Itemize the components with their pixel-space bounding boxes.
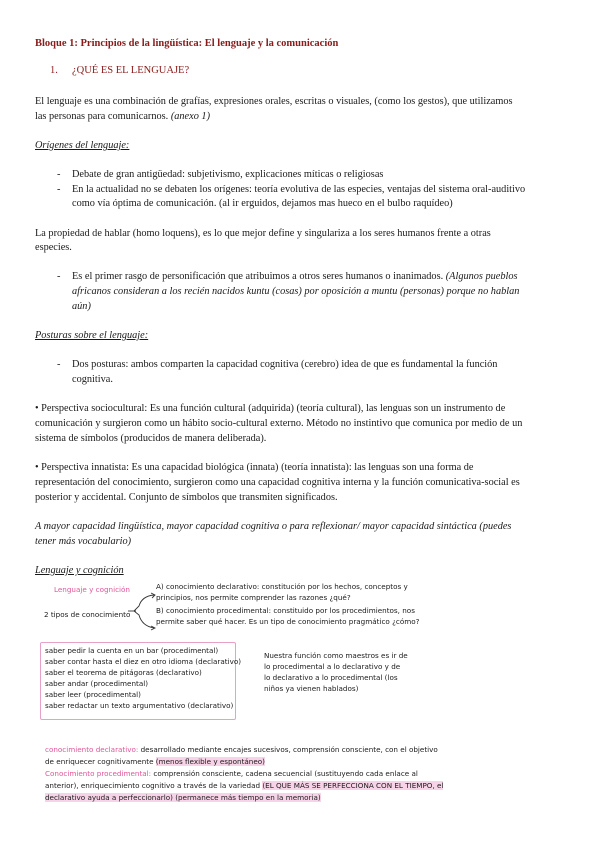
innatist-line-1: • Perspectiva innatista: Es una capacidad biológica (innata) (teoría innatista): las lenguas son una forma de [35, 462, 474, 473]
postures-heading: Posturas sobre el lenguaje: [35, 330, 149, 341]
declarative-def-line-2: principios, nos permite comprender las razones ¿qué? [156, 593, 351, 602]
capacity-note-line-2: tener más vocabulario) [35, 536, 132, 547]
cognition-heading: Lenguaje y cognición [35, 565, 124, 576]
procedural-summary-line-1: Conocimiento procedimental: comprensión consciente, cadena secuencial (sustituyendo cada enlace al [45, 769, 418, 778]
handwritten-types-label: 2 tipos de conocimiento [44, 610, 131, 619]
list-item-continuation: cognitiva. [72, 374, 113, 385]
list-item-continuation: como vía óptima de comunicación. (al ir erguidos, dejamos mas hueco en el bulbo raquídeo) [72, 198, 453, 209]
example-item: saber redactar un texto argumentativo (declarativo) [45, 701, 234, 710]
procedural-def-line-2: permite saber qué hacer. Es un tipo de conocimiento pragmático ¿cómo? [156, 617, 420, 626]
origins-heading: Orígenes del lenguaje: [35, 140, 130, 151]
sociocultural-line-2: comunicación y surgieron como un hábito socio-cultural externo. Método no instintivo que comunica por medio de un [35, 418, 523, 429]
list-item-continuation: africanos consideran a los recién nacidos kuntu (cosas) por oposición a muntu (personas) porque no hablan [72, 286, 520, 297]
innatist-line-3: posterior y accidental. Conjunto de símbolos que transmiten significados. [35, 492, 338, 503]
intro-line-1: El lenguaje es una combinación de grafías, expresiones orales, escritas o visuales, (como los gestos), que utilizamos [35, 96, 513, 107]
example-item: saber pedir la cuenta en un bar (procedimental) [45, 646, 219, 655]
sociocultural-line-1: • Perspectiva sociocultural: Es una función cultural (adquirida) (teoría cultural), las lenguas son un instrumento de [35, 403, 506, 414]
example-item: saber andar (procedimental) [45, 679, 149, 688]
declarative-summary-line-2: de enriquecer cognitivamente (menos flexible y espontáneo) [45, 757, 265, 766]
declarative-summary-line-1: conocimiento declarativo: desarrollado mediante encajes sucesivos, comprensión consciente, con el objetivo [45, 745, 438, 754]
handwritten-label-top: Lenguaje y cognición [54, 585, 130, 594]
declarative-def-line-1: A) conocimiento declarativo: constitución por los hechos, conceptos y [156, 582, 408, 591]
teacher-note-line: lo declarativo a lo procedimental (los [264, 673, 398, 682]
section-number: 1. [50, 65, 58, 76]
teacher-note-line: Nuestra función como maestros es ir de [264, 651, 408, 660]
capacity-note-line-1: A mayor capacidad lingüística, mayor capacidad cognitiva o para reflexionar/ mayor capacidad sintáctica (puedes [35, 521, 512, 532]
section-title: ¿QUÉ ES EL LENGUAJE? [72, 65, 190, 76]
example-item: saber leer (procedimental) [45, 690, 141, 699]
property-line-1: La propiedad de hablar (homo loquens), es lo que mejor define y singulariza a los seres humanos frente a otras [35, 228, 491, 239]
block-title: Bloque 1: Principios de la lingüística: El lenguaje y la comunicación [35, 38, 339, 49]
example-item: saber el teorema de pitágoras (declarativo) [45, 668, 202, 677]
procedural-def-line-1: B) conocimiento procedimental: constituido por los procedimientos, nos [156, 606, 415, 615]
procedural-summary-line-3: declarativo ayuda a perfeccionarlo) (permanece más tiempo en la memoria) [45, 793, 321, 802]
teacher-note-line: niños ya vienen hablados) [264, 684, 359, 693]
list-item-continuation: aún) [72, 301, 91, 312]
intro-line-2: las personas para comunicarnos. (anexo 1) [35, 111, 210, 122]
procedural-summary-line-2: anterior), enriquecimiento cognitivo a través de la variedad (EL QUE MÁS SE PERFECCIONA CON EL TIEMPO, el [45, 781, 444, 790]
example-item: saber contar hasta el diez en otro idioma (declarativo) [45, 657, 242, 666]
annex-reference: (anexo 1) [170, 111, 210, 122]
property-line-2: especies. [35, 242, 72, 253]
innatist-line-2: representación del conocimiento, surgieron como una capacidad cognitiva interna y la función comunicativa-social es [35, 477, 520, 488]
teacher-note-line: lo procedimental a lo declarativo y de [264, 662, 401, 671]
sociocultural-line-3: sistema de símbolos (producidos de manera deliberada). [35, 433, 267, 444]
document-page: Bloque 1: Principios de la lingüística: El lenguaje y la comunicación 1. ¿QUÉ ES EL LENGUAJE? El lenguaje es una combinación de grafías, expresiones orales, escritas o visuales, (como los gestos), que utilizamos las personas para comunicarnos. (anexo 1) Orígenes del lenguaje: - Debate de gran antigüedad: subjetivismo, explicaciones míticas o religiosas - En la actualidad no se debaten los orígenes: teoría evolutiva de las especies, ventajas del sistema oral-auditivo como vía óptima de comunicación. (al ir erguidos, dejamos mas hueco en el bulbo raquídeo) La propiedad de hablar (homo loquens), es lo que mejor define y singulariza a los seres humanos frente a otras especies. - Es el primer rasgo de personificación que atribuimos a otros seres humanos o inanimados. (Algunos pueblos africanos consideran a los recién nacidos kuntu (cosas) por oposición a muntu (personas) porque no hablan aún) Posturas sobre el lenguaje: - Dos posturas: ambos comparten la capacidad cognitiva (cerebro) idea de que es fundamental la función cognitiva. • Perspectiva sociocultural: Es una función cultural (adquirida) (teoría cultural), las lenguas son un instrumento de comunicación y surgieron como un hábito socio-cultural externo. Método no instintivo que comunica por medio de un sistema de símbolos (producidos de manera deliberada). • Perspectiva innatista: Es una capacidad biológica (innata) (teoría innatista): las lenguas son una forma de representación del conocimiento, surgieron como una capacidad cognitiva interna y la función comunicativa-social es posterior y accidental. Conjunto de símbolos que transmiten significados. A mayor capacidad lingüística, mayor capacidad cognitiva o para reflexionar/ mayor capacidad sintáctica (puedes tener más vocabulario) Lenguaje y cognición Lenguaje y cognición 2 tipos de conocimiento A) conocimiento declarativo: constitución por los hechos, conceptos y principios, nos permite comprender las razones ¿qué? B) conocimiento procedimental: constituido por los procedimientos, nos permite saber qué hacer. Es un tipo de conocimiento pragmático ¿cómo? saber pedir la cuenta en un bar (procedimental) saber contar hasta el diez en otro idioma (declarativo) saber el teorema de pitágoras (declarativo) saber andar (procedimental) saber leer (procedimental) saber redactar un texto argumentativo (declarativo) Nuestra función como maestros es ir de lo procedimental a lo declarativo y de lo declarativo a lo procedimental (los niños ya vienen hablados) conocimiento declarativo: desarrollado mediante encajes sucesivos, comprensión consciente, con el objetivo de enriquecer cognitivamente (menos flexible y espontáneo) Conocimiento procedimental: comprensión consciente, cadena secuencial (sustituyendo cada enlace al anterior), enriquecimiento cognitivo a través de la variedad (EL QUE MÁS SE PERFECCIONA CON EL TIEMPO, el declarativo ayuda a perfeccionarlo) (permanece más tiempo en la memoria) [35, 38, 526, 802]
